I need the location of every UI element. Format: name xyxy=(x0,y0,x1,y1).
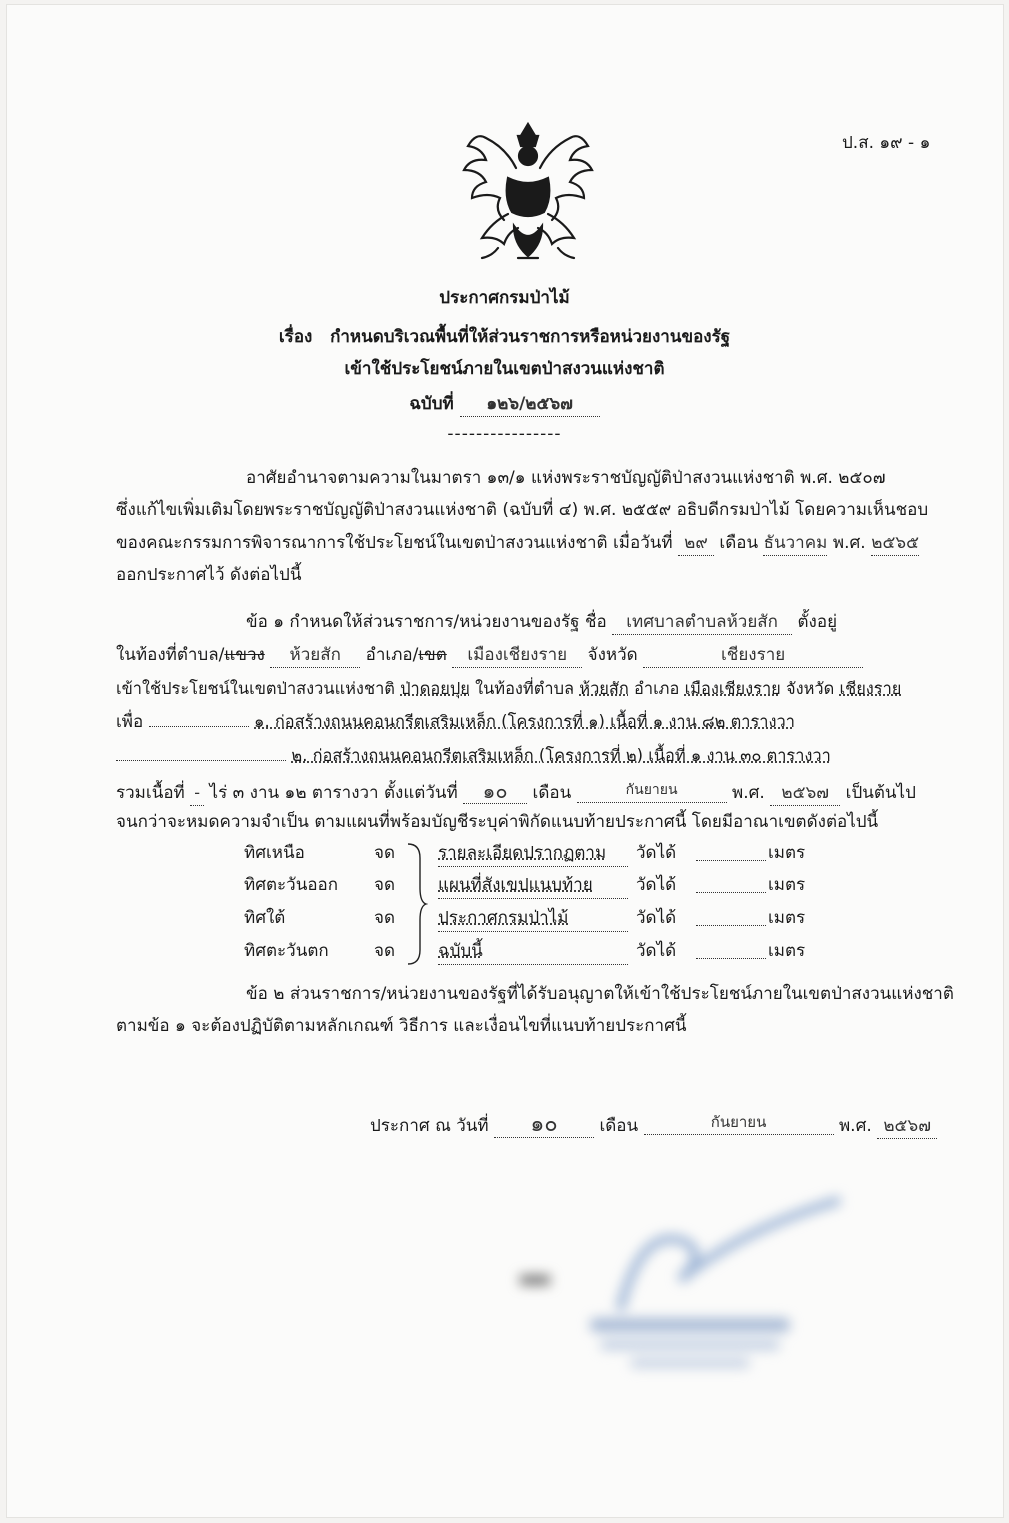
boundary-length-blank xyxy=(696,872,766,893)
announce-year: ๒๕๖๗ xyxy=(877,1114,937,1139)
boundary-unit: เมตร xyxy=(768,941,806,961)
clause1-line-1 xyxy=(246,610,837,635)
clause1-text: ข้อ ๑ กำหนดให้ส่วนราชการ/หน่วยงานของรัฐ ชื่อ xyxy=(246,612,607,632)
boundary-detail: ประกาศกรมป่าไม้ xyxy=(438,905,628,932)
announce-date-label: ประกาศ ณ วันที่ xyxy=(370,1116,489,1136)
intro-text: ของคณะกรรมการพิจารณาการใช้ประโยชน์ในเขตป่าสงวนแห่งชาติ เมื่อวันที่ xyxy=(116,533,673,553)
clause2-line-2: ตามข้อ ๑ จะต้องปฏิบัติตามหลักเกณฑ์ วิธีการ และเงื่อนไขที่แนบท้ายประกาศนี้ xyxy=(116,1016,687,1036)
agency-tambon: ห้วยสัก xyxy=(270,643,360,668)
boundary-direction: ทิศเหนือ xyxy=(244,843,305,863)
tambon-label: ในท้องที่ตำบล/ xyxy=(116,645,225,665)
clause1-line-6 xyxy=(116,778,916,806)
boundary-direction: ทิศตะวันตก xyxy=(244,941,329,961)
boundary-measured-label: วัดได้ xyxy=(636,941,677,961)
divider: ---------------- xyxy=(447,424,562,444)
onward-label: เป็นต้นไป xyxy=(845,783,916,803)
boundary-length-blank xyxy=(696,905,766,926)
boundary-length-blank xyxy=(696,840,766,861)
purpose-label: เพื่อ xyxy=(116,712,144,732)
purpose-item-2: ๒. ก่อสร้างถนนคอนกรีตเสริมเหล็ก (โครงการที่ ๒) เนื้อที่ ๑ งาน ๓๐ ตารางวา xyxy=(291,746,831,765)
forest-label: เข้าใช้ประโยชน์ในเขตป่าสงวนแห่งชาติ xyxy=(116,679,395,698)
subject-line-1 xyxy=(0,325,1009,349)
meeting-month: ธันวาคม xyxy=(763,531,827,556)
forest-tambon: ห้วยสัก xyxy=(579,679,629,698)
boundary-touch-label: จด xyxy=(374,941,396,961)
amphoe-label: อำเภอ/ xyxy=(365,645,419,665)
intro-line-2: ซึ่งแก้ไขเพิ่มเติมโดยพระราชบัญญัติป่าสงวนแห่งชาติ (ฉบับที่ ๔) พ.ศ. ๒๕๕๙ อธิบดีกรมป่าไม้ โดยความเห็นชอบ xyxy=(116,500,929,520)
boundary-measured-label: วัดได้ xyxy=(636,908,677,928)
garuda-emblem-icon xyxy=(458,118,598,268)
purpose-item-1: ๑. ก่อสร้างถนนคอนกรีตเสริมเหล็ก (โครงการที่ ๑) เนื้อที่ ๑ งาน ๘๒ ตารางวา xyxy=(254,712,795,731)
intro-line-3 xyxy=(116,531,919,556)
agency-amphoe: เมืองเชียงราย xyxy=(452,643,582,668)
agency-province: เชียงราย xyxy=(643,643,863,668)
struck-khwaeng: แขวง xyxy=(224,645,265,665)
clause1-line-4 xyxy=(116,710,795,734)
boundary-measured-label: วัดได้ xyxy=(636,843,677,863)
subject-line-2: เข้าใช้ประโยชน์ภายในเขตป่าสงวนแห่งชาติ xyxy=(344,359,665,379)
boundary-unit: เมตร xyxy=(768,843,806,863)
total-area-text: ไร่ ๓ งาน ๑๒ ตารางวา ตั้งแต่วันที่ xyxy=(209,783,458,803)
struck-khet: เขต xyxy=(418,645,447,665)
forest-amphoe-label: อำเภอ xyxy=(634,679,680,698)
issue-label: ฉบับที่ xyxy=(409,394,454,414)
issue-line xyxy=(0,392,1009,417)
boundary-direction: ทิศใต้ xyxy=(244,908,286,928)
purpose-leader-2 xyxy=(116,760,286,761)
redacted-signature-icon xyxy=(500,1190,860,1390)
issue-number: ๑๒๖/๒๕๖๗ xyxy=(460,392,600,417)
forest-province: เชียงราย xyxy=(839,679,902,698)
boundary-direction: ทิศตะวันออก xyxy=(244,875,339,895)
total-rai: - xyxy=(190,781,204,806)
announce-day: ๑๐ xyxy=(494,1113,594,1138)
boundary-measured-label: วัดได้ xyxy=(636,875,677,895)
announce-date-line xyxy=(370,1110,937,1139)
issuing-org: ประกาศกรมป่าไม้ xyxy=(439,288,570,308)
boundary-touch-label: จด xyxy=(374,875,396,895)
boundary-length-blank xyxy=(696,938,766,959)
boundary-unit: เมตร xyxy=(768,908,806,928)
year-label: พ.ศ. xyxy=(832,533,866,553)
forest-name: ป่าดอยปุย xyxy=(400,679,470,698)
announce-year-label: พ.ศ. xyxy=(838,1116,872,1136)
subject-label: เรื่อง xyxy=(278,327,313,347)
announce-month: กันยายน xyxy=(644,1110,834,1135)
subject-text-1: กำหนดบริเวณพื้นที่ให้ส่วนราชการหรือหน่วยงานของรัฐ xyxy=(330,327,731,347)
forest-amphoe: เมืองเชียงราย xyxy=(684,679,781,698)
intro-line-1: อาศัยอำนาจตามความในมาตรา ๑๓/๑ แห่งพระราชบัญญัติป่าสงวนแห่งชาติ พ.ศ. ๒๕๐๗ xyxy=(246,468,886,488)
boundary-unit: เมตร xyxy=(768,875,806,895)
brace-icon xyxy=(404,842,428,966)
total-area-label: รวมเนื้อที่ xyxy=(116,783,185,803)
forest-province-label: จังหวัด xyxy=(785,679,835,698)
start-year: ๒๕๖๗ xyxy=(770,781,840,806)
province-label: จังหวัด xyxy=(587,645,638,665)
start-year-label: พ.ศ. xyxy=(732,783,765,803)
intro-line-4: ออกประกาศไว้ ดังต่อไปนี้ xyxy=(116,565,302,585)
boundary-detail: ฉบับนี้ xyxy=(438,938,628,965)
boundary-detail: แผนที่สังเขปแนบท้าย xyxy=(438,872,628,899)
located-label: ตั้งอยู่ xyxy=(797,612,838,632)
start-day: ๑๐ xyxy=(463,779,527,804)
clause2-line-1: ข้อ ๒ ส่วนราชการ/หน่วยงานของรัฐที่ได้รับอนุญาตให้เข้าใช้ประโยชน์ภายในเขตป่าสงวนแห่งชาติ xyxy=(246,984,954,1004)
clause1-line-2 xyxy=(116,643,863,668)
meeting-day: ๒๙ xyxy=(678,531,714,556)
start-month: กันยายน xyxy=(577,778,727,803)
month-label: เดือน xyxy=(719,533,759,553)
forest-tambon-label: ในท้องที่ตำบล xyxy=(475,679,575,698)
meeting-year: ๒๕๖๕ xyxy=(871,531,919,556)
boundary-touch-label: จด xyxy=(374,843,396,863)
agency-name: เทศบาลตำบลห้วยสัก xyxy=(612,610,792,635)
form-code: ป.ส. ๑๙ - ๑ xyxy=(842,133,931,153)
clause1-line-3 xyxy=(116,677,901,701)
purpose-leader xyxy=(149,726,249,727)
start-month-label: เดือน xyxy=(532,783,572,803)
clause1-line-7: จนกว่าจะหมดความจำเป็น ตามแผนที่พร้อมบัญชีระบุค่าพิกัดแนบท้ายประกาศนี้ โดยมีอาณาเขตดังต่อไปนี้ xyxy=(116,812,879,832)
announce-month-label: เดือน xyxy=(599,1116,639,1136)
boundary-detail: รายละเอียดปรากฏตาม xyxy=(438,840,628,867)
clause1-line-5 xyxy=(116,744,831,768)
boundary-touch-label: จด xyxy=(374,908,396,928)
